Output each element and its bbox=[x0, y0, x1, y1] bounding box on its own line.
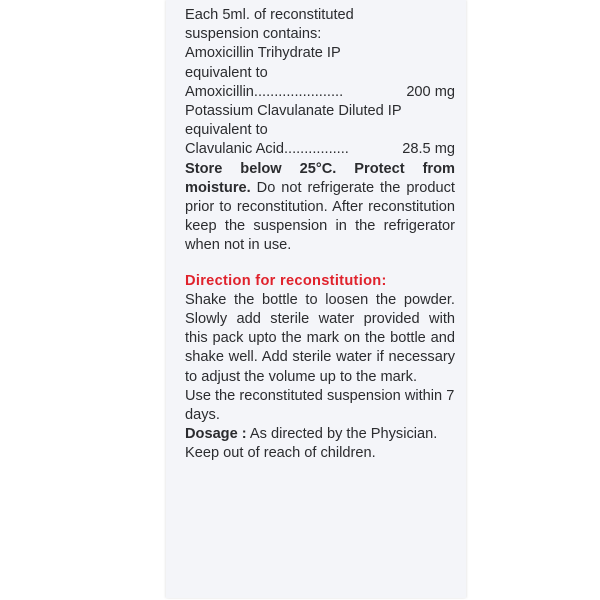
clavulanate-equivalent: equivalent to bbox=[185, 122, 268, 139]
amoxicillin-dose: 200 mg bbox=[406, 83, 455, 100]
dosage-text: As directed by the Physician. bbox=[246, 426, 438, 443]
storage-instructions bbox=[185, 160, 455, 256]
reconstitution-heading: Direction for reconstitution: bbox=[185, 272, 387, 289]
clavulanic-dose-row bbox=[185, 140, 455, 159]
amoxicillin-equivalent: equivalent to bbox=[185, 64, 268, 81]
composition-intro-line-1: Each 5ml. of reconstituted bbox=[185, 7, 354, 23]
clavulanate-ingredient: Potassium Clavulanate Diluted IP bbox=[185, 103, 402, 120]
label-text bbox=[185, 6, 455, 464]
reconstitution-section bbox=[185, 272, 455, 387]
composition-section bbox=[185, 6, 455, 160]
composition-intro-line-2: suspension contains: bbox=[185, 26, 322, 43]
amoxicillin-dose-row bbox=[185, 83, 455, 102]
child-warning: Keep out of reach of children. bbox=[185, 445, 376, 462]
amoxicillin-label: Amoxicillin...................... bbox=[185, 83, 344, 100]
clavulanic-label: Clavulanic Acid................ bbox=[185, 141, 349, 158]
amoxicillin-ingredient: Amoxicillin Trihydrate IP bbox=[185, 45, 341, 62]
reconstitution-body: Shake the bottle to loosen the powder. Slowly add sterile water provided with this pack upto the mark on the bottle and shake well. Add sterile water if necessary to adjust the volume up to the mark. bbox=[185, 291, 455, 385]
dosage-instructions bbox=[185, 425, 455, 444]
clavulanic-dose: 28.5 mg bbox=[402, 141, 455, 158]
dosage-label: Dosage : bbox=[185, 426, 247, 443]
usage-instructions: Use the reconstituted suspension within 7 days. bbox=[185, 387, 455, 424]
storage-body-text: Do not refrigerate the product prior to reconstitution. After reconstitution keep the suspension in the refrigerator when not in use. bbox=[185, 179, 455, 254]
storage-bold-text: Store below 25°C. Protect from moisture. bbox=[185, 160, 455, 196]
